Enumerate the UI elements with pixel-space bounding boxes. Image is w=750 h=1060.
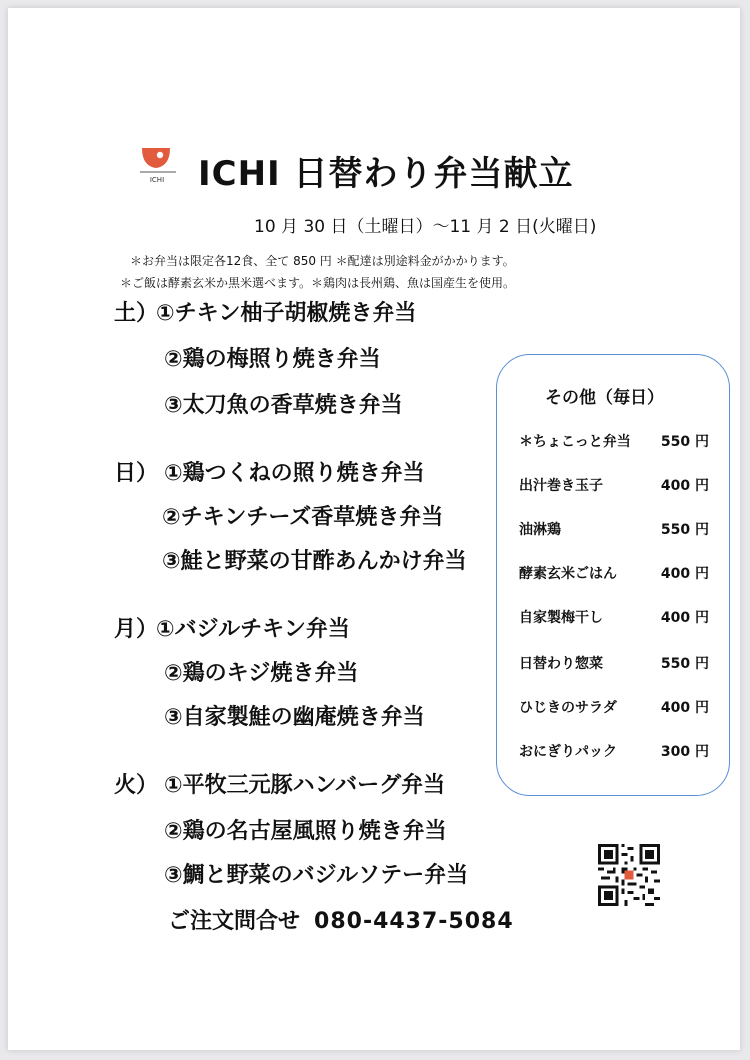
menu-item: ③自家製鮭の幽庵焼き弁当 bbox=[164, 705, 425, 730]
list-item bbox=[519, 741, 715, 763]
menu-item: ②鶏の梅照り焼き弁当 bbox=[164, 347, 381, 372]
item-name: おにぎりパック bbox=[519, 744, 617, 760]
menu-item: ②鶏のキジ焼き弁当 bbox=[164, 661, 359, 686]
list-item bbox=[519, 653, 715, 675]
item-name: 酵素玄米ごはん bbox=[519, 566, 617, 582]
day-label-tue: 火） bbox=[114, 773, 159, 798]
item-name: ひじきのサラダ bbox=[519, 700, 617, 716]
note-price: ＊お弁当は限定各12食、全て 850 円 ＊配達は別途料金がかかります。 bbox=[130, 254, 515, 268]
list-item bbox=[519, 697, 715, 719]
other-menu-box bbox=[496, 354, 730, 796]
day-label-sun: 日） bbox=[114, 461, 159, 486]
phone-number[interactable]: 080-4437-5084 bbox=[314, 909, 514, 934]
item-name: 日替わり惣菜 bbox=[519, 656, 603, 672]
list-item bbox=[519, 563, 715, 585]
list-item bbox=[519, 475, 715, 497]
item-price: 550 円 bbox=[660, 434, 709, 450]
menu-item: ①チキン柚子胡椒焼き弁当 bbox=[156, 301, 417, 326]
item-price: 550 円 bbox=[660, 522, 709, 538]
ichi-logo-icon bbox=[136, 142, 184, 186]
day-label-mon: 月） bbox=[114, 617, 159, 642]
item-name: ＊ちょこっと弁当 bbox=[519, 434, 631, 450]
item-price: 400 円 bbox=[660, 610, 709, 626]
menu-item: ①バジルチキン弁当 bbox=[156, 617, 350, 642]
menu-item: ①鶏つくねの照り焼き弁当 bbox=[164, 461, 425, 486]
note-ingredients: ＊ご飯は酵素玄米か黒米選べます。＊鶏肉は長州鶏、魚は国産生を使用。 bbox=[120, 276, 516, 290]
svg-text:ICHI: ICHI bbox=[149, 176, 165, 184]
item-price: 400 円 bbox=[660, 478, 709, 494]
date-range: 10 月 30 日（土曜日）～11 月 2 日(火曜日) bbox=[254, 217, 597, 237]
list-item bbox=[519, 431, 715, 453]
menu-item: ③鯛と野菜のバジルソテー弁当 bbox=[164, 863, 469, 888]
menu-item: ②鶏の名古屋風照り焼き弁当 bbox=[164, 819, 447, 844]
qr-code-icon[interactable] bbox=[598, 844, 660, 906]
contact-line bbox=[168, 904, 514, 935]
other-menu-title: その他（毎日） bbox=[545, 388, 664, 408]
list-item bbox=[519, 607, 715, 629]
page-title: ICHI 日替わり弁当献立 bbox=[198, 154, 574, 194]
contact-label: ご注文問合せ bbox=[168, 909, 301, 934]
item-price: 400 円 bbox=[660, 566, 709, 582]
item-name: 出汁巻き玉子 bbox=[519, 478, 603, 494]
menu-sheet bbox=[8, 8, 740, 1050]
item-price: 300 円 bbox=[660, 744, 709, 760]
menu-item: ①平牧三元豚ハンバーグ弁当 bbox=[164, 773, 446, 798]
menu-item: ③太刀魚の香草焼き弁当 bbox=[164, 393, 403, 418]
item-name: 油淋鶏 bbox=[519, 522, 561, 538]
day-label-sat: 土） bbox=[114, 301, 159, 326]
list-item bbox=[519, 519, 715, 541]
item-price: 400 円 bbox=[660, 700, 709, 716]
menu-item: ③鮭と野菜の甘酢あんかけ弁当 bbox=[162, 549, 467, 574]
item-name: 自家製梅干し bbox=[519, 610, 603, 626]
menu-item: ②チキンチーズ香草焼き弁当 bbox=[162, 505, 444, 530]
item-price: 550 円 bbox=[660, 656, 709, 672]
